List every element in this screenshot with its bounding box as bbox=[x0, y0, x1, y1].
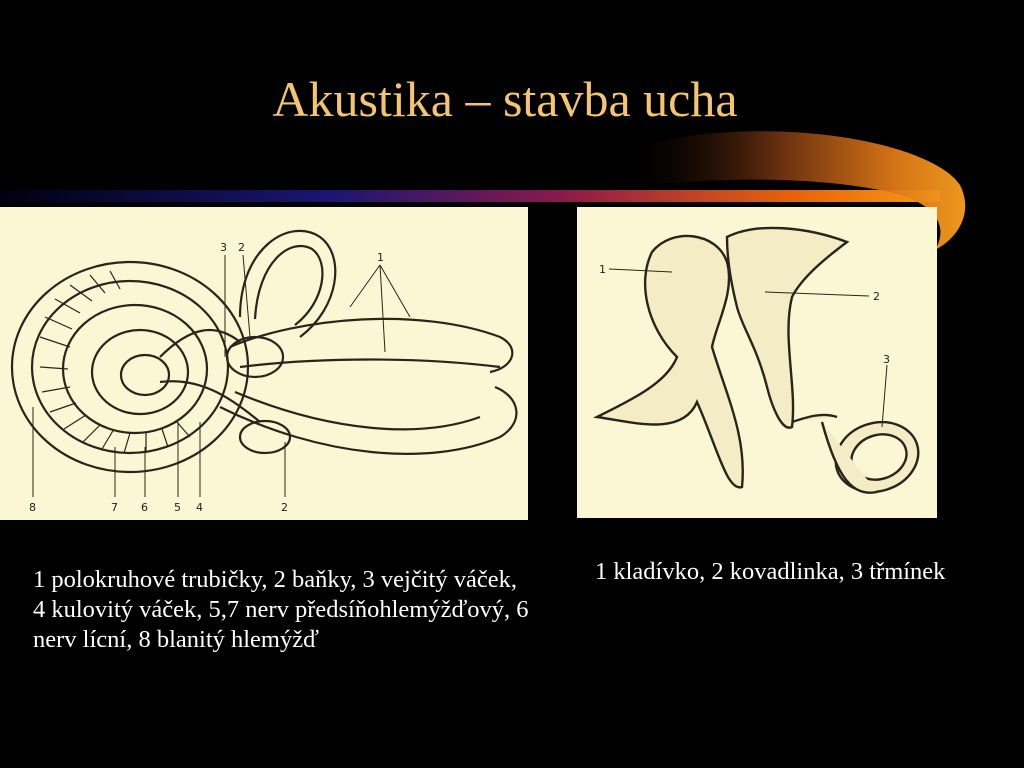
ossicles-caption: 1 kladívko, 2 kovadlinka, 3 třmínek bbox=[595, 558, 946, 585]
inner-ear-caption: 1 polokruhové trubičky, 2 baňky, 3 vejčitý váček, 4 kulovitý váček, 5,7 nerv předsíňohlemýžďový, 6 nerv lícní, 8 blanitý hlemýžď bbox=[33, 566, 529, 653]
inner-ear-label-8: 8 bbox=[29, 501, 36, 514]
inner-ear-diagram bbox=[0, 207, 528, 520]
inner-ear-label-1: 1 bbox=[377, 251, 384, 264]
inner-ear-label-2: 2 bbox=[238, 241, 245, 254]
inner-ear-label-3: 3 bbox=[220, 241, 227, 254]
slide-title: Akustika – stavba ucha bbox=[272, 71, 738, 127]
ossicles-label-2: 2 bbox=[873, 290, 880, 303]
inner-ear-drawing bbox=[0, 207, 528, 520]
inner-ear-label-7: 7 bbox=[111, 501, 118, 514]
ossicles-drawing bbox=[577, 207, 937, 518]
ossicles-label-1: 1 bbox=[599, 263, 606, 276]
inner-ear-label-2b: 2 bbox=[281, 501, 288, 514]
inner-ear-label-4: 4 bbox=[196, 501, 203, 514]
inner-ear-label-5: 5 bbox=[174, 501, 181, 514]
inner-ear-label-6: 6 bbox=[141, 501, 148, 514]
ossicles-diagram bbox=[577, 207, 937, 518]
ossicles-label-3: 3 bbox=[883, 353, 890, 366]
